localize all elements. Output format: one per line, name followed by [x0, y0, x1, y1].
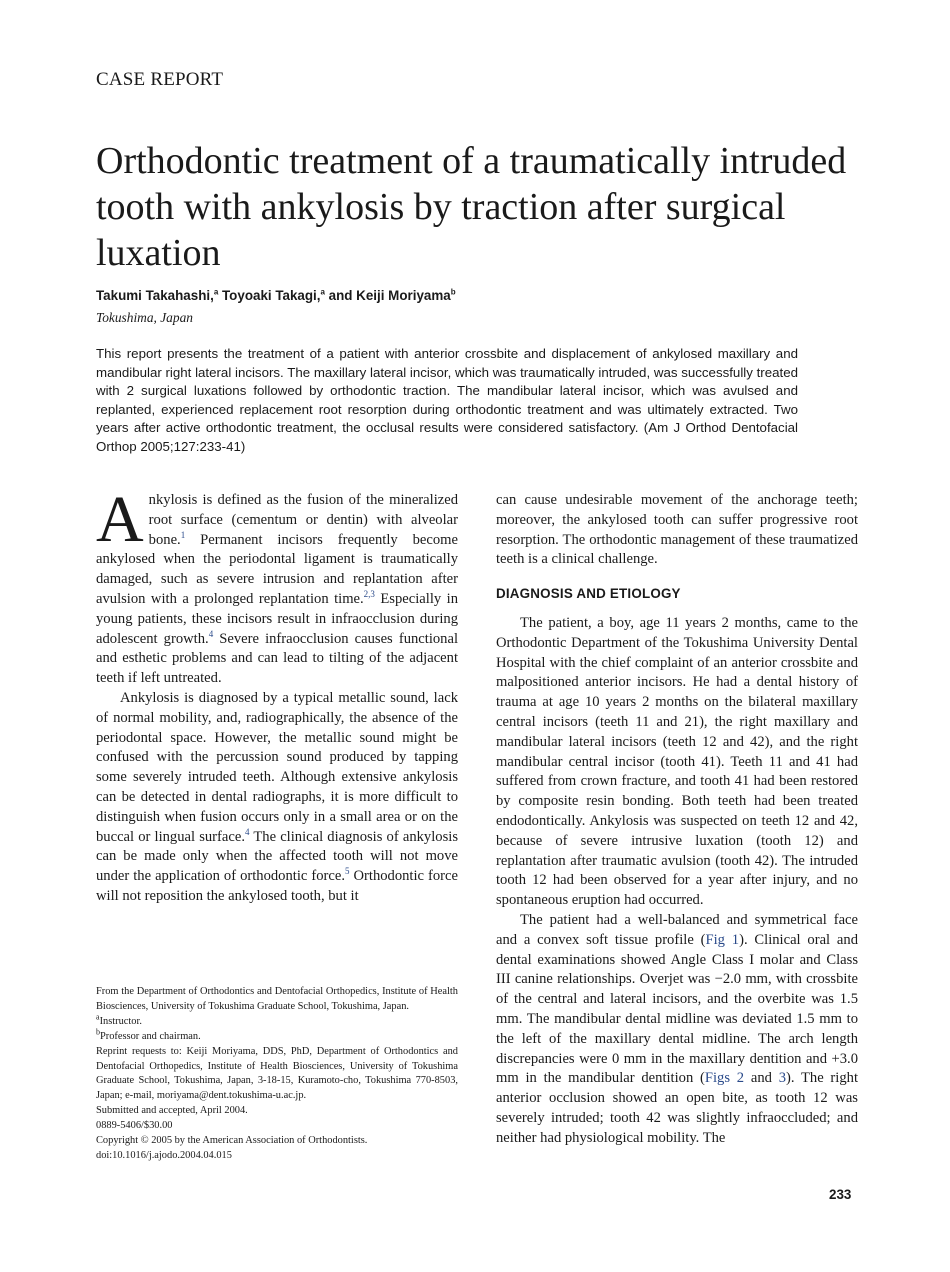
reference-number: 4: [208, 628, 214, 639]
page-number: 233: [829, 1187, 852, 1202]
paragraph-text: ). Clinical oral and dental examinations showed Angle Class I molar and Class III canine relationships. Overjet was −2.0 mm, with crossbite of the central and lateral incisors, and the overbite was 1.5 mm. The mandibular dental midline was deviated 1.5 mm to the left of the maxillary dental midline. The arch length discrepancies were 0 mm in the maxillary dentition and +3.0 mm in the mandibular dentition (: [496, 931, 858, 1087]
left-column: [96, 483, 458, 907]
paragraph-text: Severe infraocclusion causes functional and esthetic problems and can lead to tilting of the adjacent teeth if left untreated.: [96, 630, 458, 687]
drop-cap: A: [96, 483, 144, 556]
paragraph-text: Permanent incisors frequently become ankylosed when the periodontal ligament is traumatically damaged, such as severe intrusion and replantation after avulsion with a prolonged replantation time.: [96, 531, 458, 607]
body-paragraph: [96, 689, 458, 907]
figure-link[interactable]: Fig 1: [705, 931, 740, 948]
footnote-marker: a: [96, 1012, 100, 1022]
author-name: and Keiji Moriyama: [324, 288, 451, 303]
reference-number: 4: [244, 826, 250, 837]
abstract: This report presents the treatment of a patient with anterior crossbite and displacement of ankylosed maxillary and mandibular right lateral incisors. The maxillary lateral incisor, which was traumatically intruded, was successfully treated with 2 surgical luxations followed by orthodontic traction. The mandibular lateral incisor, which was avulsed and replanted, experienced replacement root resorption during orthodontic treatment and was ultimately extracted. Two years after active orthodontic treatment, the occlusal results were considered satisfactory. (Am J Orthod Dentofacial Orthop 2005;127:233-41): [96, 346, 798, 454]
paragraph-text: Especially in young patients, these incisors result in infraocclusion during adolescent growth.: [96, 590, 458, 647]
footnotes: [96, 985, 458, 1164]
figure-link[interactable]: Figs 2: [704, 1070, 745, 1087]
paragraph-text: The clinical diagnosis of ankylosis can be made only when the affected tooth will not move under the application of orthodontic force.: [96, 828, 458, 885]
footnote-a: [96, 1012, 458, 1030]
footnote-text: Instructor.: [99, 1015, 142, 1027]
footnote-issn: 0889-5406/$30.00: [96, 1120, 173, 1132]
footnote-b: [96, 1027, 458, 1045]
footnote-affiliation: From the Department of Orthodontics and Dentofacial Orthopedics, Institute of Health Biosciences, University of Tokushima Graduate School, Tokushima, Japan.: [96, 986, 458, 1012]
affiliation-marker: b: [450, 287, 456, 297]
author-name: Takumi Takahashi,: [96, 288, 214, 303]
section-label: CASE REPORT: [96, 69, 224, 90]
reference-number: 5: [344, 866, 350, 877]
author-location: Tokushima, Japan: [96, 310, 193, 325]
footnote-copyright: Copyright © 2005 by the American Association of Orthodontists.: [96, 1135, 368, 1147]
reference-number: 2,3: [363, 589, 375, 600]
body-paragraph: can cause undesirable movement of the anchorage teeth; moreover, the ankylosed tooth can suffer progressive root resorption. The orthodontic management of these traumatized teeth is a clinical challenge.: [496, 492, 858, 568]
footnote-doi: doi:10.1016/j.ajodo.2004.04.015: [96, 1149, 232, 1161]
body-paragraph: [96, 483, 458, 689]
right-column: [496, 491, 858, 1149]
affiliation-marker: a: [213, 287, 219, 297]
footnote-submitted: Submitted and accepted, April 2004.: [96, 1105, 248, 1117]
author-list: [96, 288, 456, 303]
affiliation-marker: a: [320, 287, 325, 297]
paragraph-text: Ankylosis is diagnosed by a typical metallic sound, lack of normal mobility, and, radiographically, the absence of the periodontal space. However, the metallic sound might be confused with the percussion sound produced by tapping some severely intruded teeth. Although extensive ankylosis can be detected in dental radiographs, it is more difficult to distinguish when fusion occurs only in a small area or on the buccal or lingual surface.: [96, 689, 458, 845]
body-paragraph: The patient, a boy, age 11 years 2 months, came to the Orthodontic Department of the Tokushima University Dental Hospital with the chief complaint of an anterior crossbite and malpositioned anterior incisors. He had a dental history of trauma at age 10 years 2 months on the bilateral maxillary central incisors (teeth 11 and 21), the right maxillary and mandibular lateral incisors (teeth 12 and 42), and the right mandibular central incisor (tooth 41). Teeth 11 and 41 had suffered from crown fracture, and tooth 41 had been restored by composite resin bonding. Both teeth had been treated endodontically. Ankylosis was suspected on teeth 12 and 42, because of severe intrusive luxation (tooth 12) and replantation after traumatic avulsion (tooth 42). The intruded tooth 12 had been observed for a year after injury, and no spontaneous eruption had occurred.: [496, 614, 858, 909]
article-title: Orthodontic treatment of a traumatically intruded tooth with ankylosis by traction after surgical luxation: [96, 140, 847, 274]
reference-link[interactable]: [364, 591, 375, 607]
author-name: Toyoaki Takagi,: [218, 288, 321, 303]
paragraph-text: and: [744, 1070, 779, 1087]
paragraph-text: Orthodontic force will not reposition the ankylosed tooth, but it: [96, 868, 458, 904]
paragraph-text: ). The right anterior occlusion showed an open bite, as tooth 12 was severely intruded; tooth 42 was slightly infraoccluded; and neither had physiological mobility. The: [496, 1070, 858, 1146]
footnote-reprint: Reprint requests to: Keiji Moriyama, DDS, PhD, Department of Orthodontics and Dentofacial Orthopedics, Institute of Health Biosciences, University of Tokushima Graduate School, Tokushima, Japan, 3-18-15, Kuramoto-cho, Tokushima 770-8503, Japan; e-mail, moriyama@dent.tokushima-u.ac.jp.: [96, 1045, 458, 1102]
footnote-marker: b: [96, 1027, 100, 1037]
section-heading: DIAGNOSIS AND ETIOLOGY: [496, 586, 681, 602]
paragraph-text: nkylosis is defined as the fusion of the mineralized root surface (cementum or dentin) with alveolar bone.: [148, 492, 458, 548]
footnote-text: Professor and chairman.: [100, 1030, 201, 1042]
paragraph-text: The patient had a well-balanced and symmetrical face and a convex soft tissue profile (: [496, 911, 858, 948]
reference-number: 1: [180, 529, 186, 540]
body-paragraph: [496, 911, 858, 1149]
figure-link[interactable]: 3: [778, 1070, 786, 1087]
